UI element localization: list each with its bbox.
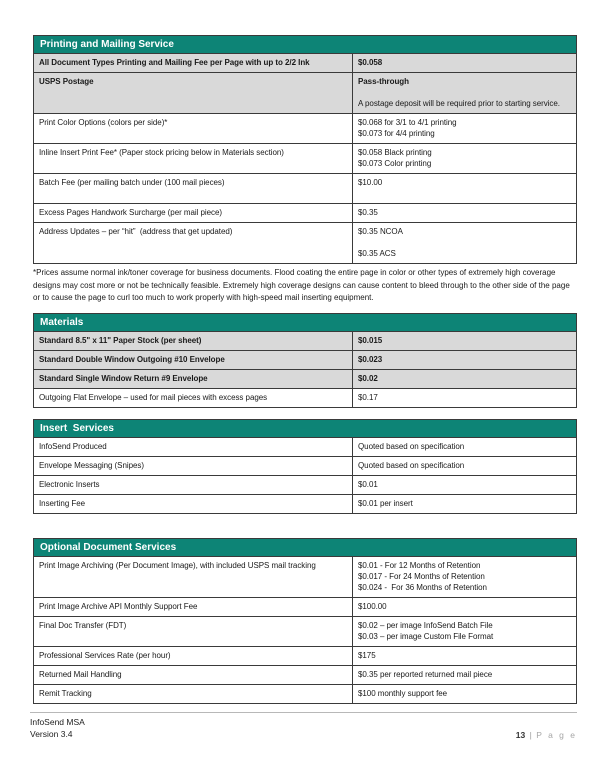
table-row [34,665,576,684]
text-line: $175 [358,650,376,660]
pricing-table [33,538,577,704]
text-line: Standard Double Window Outgoing #10 Envelope [39,354,225,364]
text-line: $0.073 Color printing [358,159,432,168]
item-cell [34,666,353,684]
footer-doc-info [30,717,85,740]
text-line: Excess Pages Handwork Surcharge (per mail piece) [39,208,223,217]
text-line: $0.02 [358,373,378,383]
text-line: $0.03 – per image Custom File Format [358,631,494,641]
table-title-bar: Printing and Mailing Service [34,36,576,54]
price-cell [353,495,576,513]
item-cell [34,647,353,665]
item-cell [34,370,353,388]
page-separator: | [529,730,532,740]
text-line: Envelope Messaging (Snipes) [39,460,144,470]
blank-line [358,87,572,98]
text-line: Address Updates – per “hit” (address that get updated) [39,227,233,236]
text-line: $0.35 NCOA [358,227,403,236]
item-cell [34,438,353,456]
price-cell [353,457,576,475]
text-line: Pass-through [358,77,409,86]
table-row [34,456,576,475]
table-row [34,222,576,263]
table-title-bar: Insert Services [34,420,576,438]
text-line: $10.00 [358,178,383,187]
price-cell [353,144,576,173]
table-row [34,54,576,72]
table-row [34,143,576,173]
text-line: Professional Services Rate (per hour) [39,650,171,660]
table-row [34,350,576,369]
text-line: $0.17 [358,392,378,402]
text-line: Standard Single Window Return #9 Envelope [39,373,208,383]
pricing-section [33,538,577,704]
price-cell [353,73,576,113]
text-line: $0.023 [358,354,383,364]
price-cell [353,666,576,684]
table-row [34,597,576,616]
text-line: All Document Types Printing and Mailing Fee per Page with up to 2/2 Ink [39,58,310,67]
item-cell [34,223,353,263]
table-row [34,616,576,646]
text-line: Remit Tracking [39,688,92,698]
text-line: Inline Insert Print Fee* (Paper stock pricing below in Materials section) [39,148,284,157]
price-cell [353,114,576,143]
table-row [34,369,576,388]
item-cell [34,54,353,72]
price-cell [353,647,576,665]
text-line: $0.01 [358,479,378,489]
page-word: P a g e [536,730,577,740]
item-cell [34,351,353,369]
table-row [34,557,576,597]
text-line: $100 monthly support fee [358,688,448,698]
page-footer [30,712,577,740]
text-line: $100.00 [358,601,387,611]
table-row [34,203,576,222]
pricing-table [33,35,577,264]
item-cell [34,598,353,616]
text-line: $0.068 for 3/1 to 4/1 printing [358,118,457,127]
table-row [34,173,576,203]
price-cell [353,332,576,350]
item-cell [34,144,353,173]
footer-divider [30,712,577,713]
price-cell [353,598,576,616]
pricing-section [33,419,577,514]
table-row [34,388,576,407]
footer-doc-name: InfoSend MSA [30,717,85,727]
pricing-table [33,419,577,514]
text-line: A postage deposit will be required prior to starting service. [358,99,560,108]
text-line: $0.058 Black printing [358,148,432,157]
item-cell [34,617,353,646]
text-line: $0.35 [358,208,378,217]
page-number: 13 [515,730,526,740]
pricing-section [33,313,577,408]
text-line: Returned Mail Handling [39,669,122,679]
item-cell [34,389,353,407]
text-line: $0.015 [358,335,383,345]
text-line: $0.35 per reported returned mail piece [358,669,493,679]
item-cell [34,495,353,513]
price-cell [353,174,576,203]
footer-page-indicator [516,730,577,740]
text-line: $0.01 per insert [358,498,413,508]
table-row [34,332,576,350]
text-line: Batch Fee (per mailing batch under (100 mail pieces) [39,178,225,187]
pricing-table [33,313,577,408]
text-line: $0.017 - For 24 Months of Retention [358,571,485,581]
price-cell [353,204,576,222]
table-row [34,438,576,456]
text-line: Electronic Inserts [39,479,100,489]
price-cell [353,438,576,456]
item-cell [34,457,353,475]
item-cell [34,204,353,222]
text-line: Quoted based on specification [358,460,465,470]
price-cell [353,389,576,407]
text-line: Print Image Archive API Monthly Support Fee [39,601,198,611]
price-cell [353,54,576,72]
text-line: $0.01 - For 12 Months of Retention [358,560,481,570]
text-line: $0.35 ACS [358,249,396,258]
item-cell [34,174,353,203]
text-line: Standard 8.5" x 11" Paper Stock (per sheet) [39,335,202,345]
table-row [34,72,576,113]
price-cell [353,370,576,388]
text-line: Outgoing Flat Envelope – used for mail pieces with excess pages [39,392,268,402]
pricing-section [33,35,577,305]
price-cell [353,223,576,263]
table-footnote: *Prices assume normal ink/toner coverage for business documents. Flood coating the entire page in color or other types of extremely high coverage designs may cost more or not be technically feasible. Extremely high coverage designs can cause content to bleed through to the other side of the page or to cause the page to curl too much to work properly with high-speed mail inserting equipment. [33,268,570,302]
price-cell [353,557,576,597]
text-line: InfoSend Produced [39,441,107,451]
text-line: $0.024 - For 36 Months of Retention [358,582,487,592]
price-cell [353,476,576,494]
table-row [34,113,576,143]
text-line: Final Doc Transfer (FDT) [39,620,127,630]
item-cell [34,73,353,113]
price-cell [353,351,576,369]
footer-row [30,717,577,740]
item-cell [34,332,353,350]
text-line: $0.073 for 4/4 printing [358,129,435,138]
price-cell [353,685,576,703]
blank-line [358,237,572,248]
text-line: Quoted based on specification [358,441,465,451]
footer-version: Version 3.4 [30,728,73,739]
table-row [34,646,576,665]
table-title-bar: Optional Document Services [34,539,576,557]
text-line: $0.02 – per image InfoSend Batch File [358,620,493,630]
item-cell [34,557,353,597]
text-line: Print Color Options (colors per side)* [39,118,168,127]
item-cell [34,114,353,143]
item-cell [34,476,353,494]
text-line: $0.058 [358,58,383,67]
table-title-bar: Materials [34,314,576,332]
text-line: USPS Postage [39,77,94,86]
text-line: Inserting Fee [39,498,86,508]
blank-line [358,188,572,199]
table-row [34,494,576,513]
item-cell [34,685,353,703]
price-cell [353,617,576,646]
table-row [34,475,576,494]
tables [33,35,577,704]
table-row [34,684,576,703]
text-line: Print Image Archiving (Per Document Image), with included USPS mail tracking [39,560,316,570]
